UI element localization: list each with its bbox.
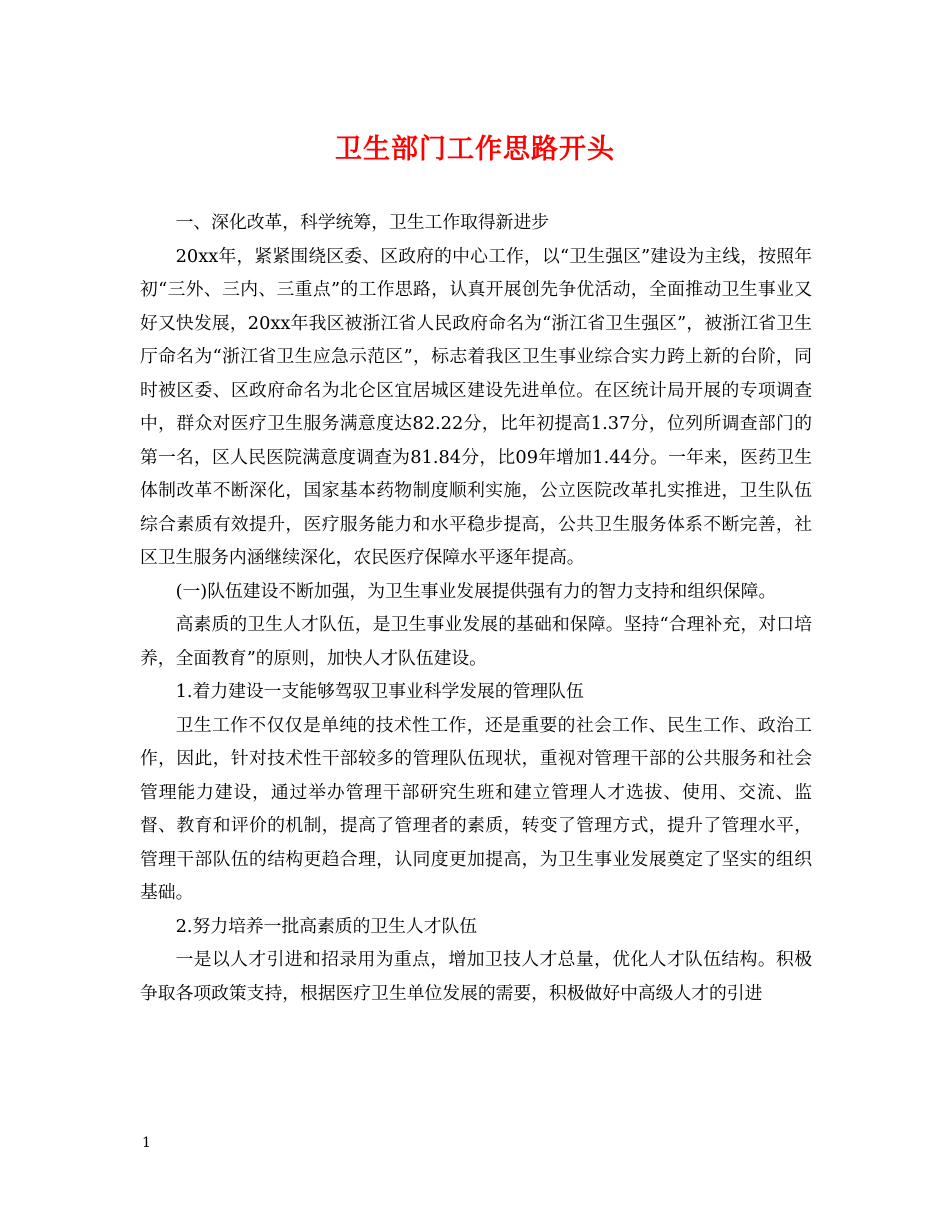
body-paragraph: 一是以人才引进和招录用为重点，增加卫技人才总量，优化人才队伍结构。积极争取各项政策支持，根据医疗卫生单位发展的需要，积极做好中高级人才的引进 bbox=[140, 949, 812, 1004]
page-number: 1 bbox=[142, 1135, 151, 1151]
body-paragraph: 卫生工作不仅仅是单纯的技术性工作，还是重要的社会工作、民生工作、政治工作，因此，针对技术性干部较多的管理队伍现状，重视对管理干部的公共服务和社会管理能力建设，通过举办管理干部研究生班和建立管理人才选拔、使用、交流、监督、教育和评价的机制，提高了管理者的素质，转变了管理方式，提升了管理水平，管理干部队伍的结构更趋合理，认同度更加提高，为卫生事业发展奠定了坚实的组织基础。 bbox=[140, 714, 812, 903]
document-title: 卫生部门工作思路开头 bbox=[335, 134, 615, 165]
body-paragraph: 20xx年，紧紧围绕区委、区政府的中心工作，以“卫生强区”建设为主线，按照年初“三外、三内、三重点”的工作思路，认真开展创先争优活动，全面推动卫生事业又好又快发展，20xx年我区被浙江省人民政府命名为“浙江省卫生强区”，被浙江省卫生厅命名为“浙江省卫生应急示范区”，标志着我区卫生事业综合实力跨上新的台阶，同时被区委、区政府命名为北仑区宜居城区建设先进单位。在区统计局开展的专项调查中，群众对医疗卫生服务满意度达82.22分，比年初提高1.37分，位列所调查部门的第一名，区人民医院满意度调查为81.84分，比09年增加1.44分。一年来，医药卫生体制改革不断深化，国家基本药物制度顺利实施，公立医院改革扎实推进，卫生队伍综合素质有效提升，医疗服务能力和水平稳步提高，公共卫生服务体系不断完善，社区卫生服务内涵继续深化，农民医疗保障水平逐年提高。 bbox=[140, 245, 812, 568]
document-body bbox=[140, 206, 812, 1010]
body-paragraph: 高素质的卫生人才队伍，是卫生事业发展的基础和保障。坚持“合理补充，对口培养，全面教育”的原则，加快人才队伍建设。 bbox=[140, 614, 812, 669]
item-heading: 2.努力培养一批高素质的卫生人才队伍 bbox=[175, 915, 478, 937]
section-heading: 一、深化改革，科学统筹，卫生工作取得新进步 bbox=[175, 212, 550, 233]
subsection-heading: (一)队伍建设不断加强，为卫生事业发展提供强有力的智力支持和组织保障。 bbox=[175, 580, 777, 602]
item-heading: 1.着力建设一支能够驾驭卫事业科学发展的管理队伍 bbox=[175, 681, 584, 702]
